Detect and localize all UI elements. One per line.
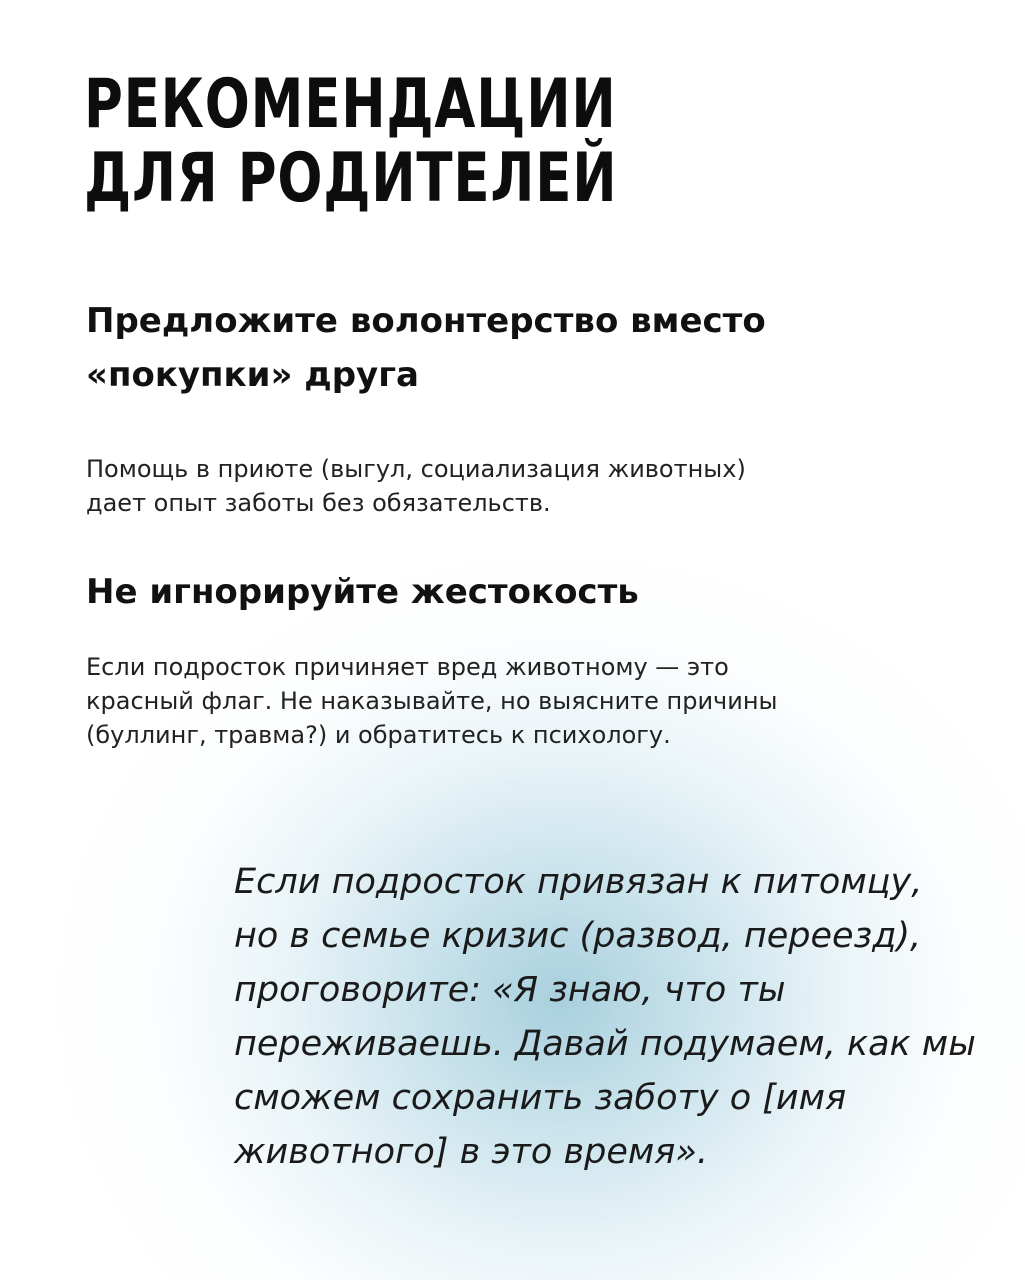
section-heading-line-2: «покупки» друга bbox=[86, 355, 419, 395]
quote-line-4: переживаешь. Давай подумаем, как мы bbox=[234, 1024, 976, 1064]
section-body-cruelty bbox=[86, 650, 777, 752]
section-body-line-3: (буллинг, травма?) и обратитесь к психологу. bbox=[86, 721, 671, 749]
section-body-line-1: Помощь в приюте (выгул, социализация животных) bbox=[86, 455, 746, 483]
quote-line-3: проговорите: «Я знаю, что ты bbox=[234, 970, 786, 1010]
quote-block bbox=[234, 855, 976, 1179]
quote-line-1: Если подросток привязан к питомцу, bbox=[234, 862, 923, 902]
section-heading-volunteering bbox=[86, 294, 766, 402]
page-title-line-1: РЕКОМЕНДАЦИИ bbox=[84, 65, 617, 144]
page-title-line-2: ДЛЯ РОДИТЕЛЕЙ bbox=[84, 139, 618, 218]
quote-line-6: животного] в это время». bbox=[234, 1132, 709, 1172]
quote-line-5: сможем сохранить заботу о [имя bbox=[234, 1078, 847, 1118]
section-body-volunteering bbox=[86, 452, 746, 520]
section-body-line-2: красный флаг. Не наказывайте, но выясните причины bbox=[86, 687, 778, 715]
page-title bbox=[84, 65, 618, 218]
section-heading-line-1: Предложите волонтерство вместо bbox=[86, 301, 766, 341]
section-body-line-1: Если подросток причиняет вред животному — это bbox=[86, 653, 729, 681]
section-heading-cruelty bbox=[86, 565, 639, 619]
section-heading-line-1: Не игнорируйте жестокость bbox=[86, 572, 639, 612]
section-body-line-2: дает опыт заботы без обязательств. bbox=[86, 489, 551, 517]
quote-line-2: но в семье кризис (развод, переезд), bbox=[234, 916, 922, 956]
